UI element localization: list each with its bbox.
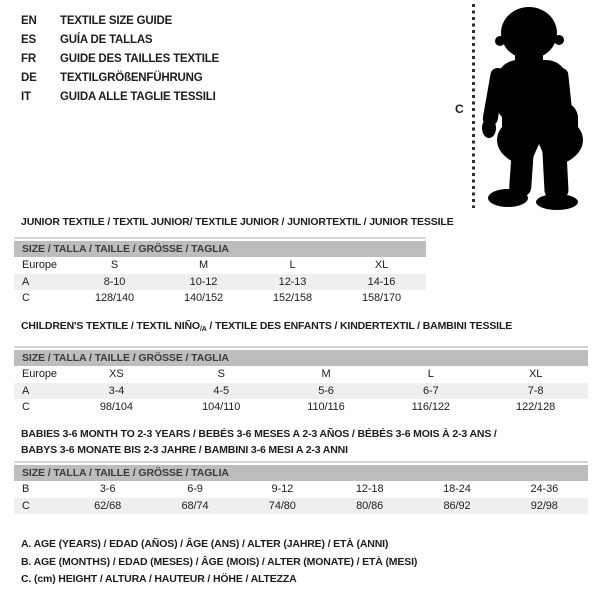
language-label: GUIDE DES TAILLES TEXTILE (60, 53, 219, 65)
size-cell: 3-4 (108, 384, 125, 397)
size-cell: 98/104 (99, 401, 133, 413)
language-code: EN (21, 15, 37, 27)
size-cell: 62/68 (94, 499, 122, 512)
size-cell: 18-24 (443, 483, 471, 495)
row-label: Europe (22, 259, 57, 271)
table-row (14, 290, 426, 307)
table-top-rule (14, 346, 588, 348)
size-cell: 3-6 (99, 483, 116, 495)
size-cell: 4-5 (213, 384, 229, 397)
size-cell: 68/74 (181, 499, 209, 512)
children-title-post: / TEXTILE DES ENFANTS / KINDERTEXTIL / BAMBINI TESSILE (206, 320, 513, 332)
size-cell: XL (528, 368, 543, 380)
size-cell: L (289, 259, 296, 271)
row-label: B (22, 483, 30, 495)
language-row (21, 50, 219, 69)
language-row (21, 88, 219, 107)
table-row (14, 399, 588, 416)
language-label: GUÍA DE TALLAS (60, 34, 153, 46)
babies-title-line1: BABIES 3-6 MONTH TO 2-3 YEARS / BEBÉS 3-6 MESES A 2-3 AÑOS / BÉBÉS 3-6 MOIS À 2-3 ANS / (21, 428, 497, 440)
size-cell: 74/80 (268, 499, 296, 512)
size-cell: 6-9 (187, 483, 203, 495)
row-label: C (22, 499, 30, 512)
language-row (21, 12, 219, 31)
size-cell: 80/86 (356, 499, 384, 512)
dotted-measure-line (472, 4, 475, 208)
table-row (14, 257, 426, 274)
size-cell: 104/110 (202, 401, 241, 413)
note-height-cm: C. (cm) HEIGHT / ALTURA / HAUTEUR / HÖHE / ALTEZZA (21, 573, 297, 585)
size-cell: 158/170 (361, 292, 402, 304)
size-cell: 110/116 (307, 401, 345, 413)
table-row (14, 366, 588, 383)
language-code: ES (21, 34, 36, 46)
size-cell: S (217, 368, 225, 380)
babies-title-line2: BABYS 3-6 MONATE BIS 2-3 JAHRE / BAMBINI 3-6 MESI A 2-3 ANNI (21, 444, 348, 456)
language-code: FR (21, 53, 36, 65)
language-row (21, 69, 219, 88)
size-cell: XL (374, 259, 389, 271)
table-top-rule (14, 461, 588, 463)
baby-silhouette-icon (481, 2, 597, 210)
size-header-bar: SIZE / TALLA / TAILLE / GRÖSSE / TAGLIA (14, 241, 426, 257)
table-top-rule (14, 237, 426, 239)
size-cell: 5-6 (318, 384, 334, 397)
language-title-list (21, 12, 219, 107)
children-title-sub: /A (199, 326, 207, 333)
row-label: A (22, 275, 30, 288)
language-code: DE (21, 72, 37, 84)
size-cell: 14-16 (367, 275, 396, 288)
size-cell: 24-36 (530, 483, 559, 495)
children-title-pre: CHILDREN'S TEXTILE / TEXTIL NIÑO (21, 320, 200, 332)
language-label: GUIDA ALLE TAGLIE TESSILI (60, 91, 216, 103)
size-cell: 152/158 (272, 292, 313, 304)
babies-table-title (21, 426, 497, 458)
table-row (14, 274, 426, 291)
size-header-bar: SIZE / TALLA / TAILLE / GRÖSSE / TAGLIA (14, 465, 588, 481)
size-cell: 92/98 (530, 499, 558, 512)
children-table-title (21, 318, 512, 338)
size-cell: 12-18 (355, 483, 384, 495)
size-cell: 9-12 (271, 483, 294, 495)
table-row (14, 481, 588, 498)
language-code: IT (21, 91, 31, 103)
legend-notes (21, 536, 417, 589)
height-measure-label: C (455, 102, 464, 116)
table-row (14, 498, 588, 515)
language-label: TEXTILE SIZE GUIDE (60, 15, 173, 27)
table-row (14, 383, 588, 400)
row-label: A (22, 384, 30, 397)
size-cell: L (427, 368, 434, 380)
size-cell: S (110, 259, 119, 271)
size-cell: 8-10 (103, 275, 126, 288)
row-label: Europe (22, 368, 57, 380)
row-label: C (22, 401, 30, 413)
junior-size-table (14, 237, 426, 307)
children-size-table (14, 346, 588, 416)
size-cell: 7-8 (527, 384, 544, 397)
size-cell: 116/122 (411, 401, 450, 413)
note-age-years: A. AGE (YEARS) / EDAD (AÑOS) / ÂGE (ANS) / ALTER (JAHRE) / ETÀ (ANNI) (21, 538, 389, 550)
size-cell: 86/92 (443, 499, 471, 512)
junior-table-title: JUNIOR TEXTILE / TEXTIL JUNIOR/ TEXTILE JUNIOR / JUNIORTEXTIL / JUNIOR TESSILE (21, 216, 454, 228)
note-age-months: B. AGE (MONTHS) / EDAD (MESES) / ÂGE (MOIS) / ALTER (MONATE) / ETÀ (MESI) (21, 555, 418, 568)
size-cell: 122/128 (516, 401, 556, 413)
size-cell: 10-12 (189, 275, 218, 288)
language-label: TEXTILGRÖßENFÜHRUNG (60, 72, 203, 84)
size-cell: XS (109, 368, 124, 380)
size-cell: 6-7 (422, 384, 439, 397)
size-cell: 140/152 (183, 292, 224, 304)
size-cell: M (198, 259, 209, 271)
row-label: C (22, 292, 30, 304)
size-cell: M (321, 368, 331, 380)
language-row (21, 31, 219, 50)
size-cell: 12-13 (278, 275, 307, 288)
size-cell: 128/140 (94, 292, 135, 304)
babies-size-table (14, 461, 588, 514)
size-header-bar: SIZE / TALLA / TAILLE / GRÖSSE / TAGLIA (14, 350, 588, 366)
